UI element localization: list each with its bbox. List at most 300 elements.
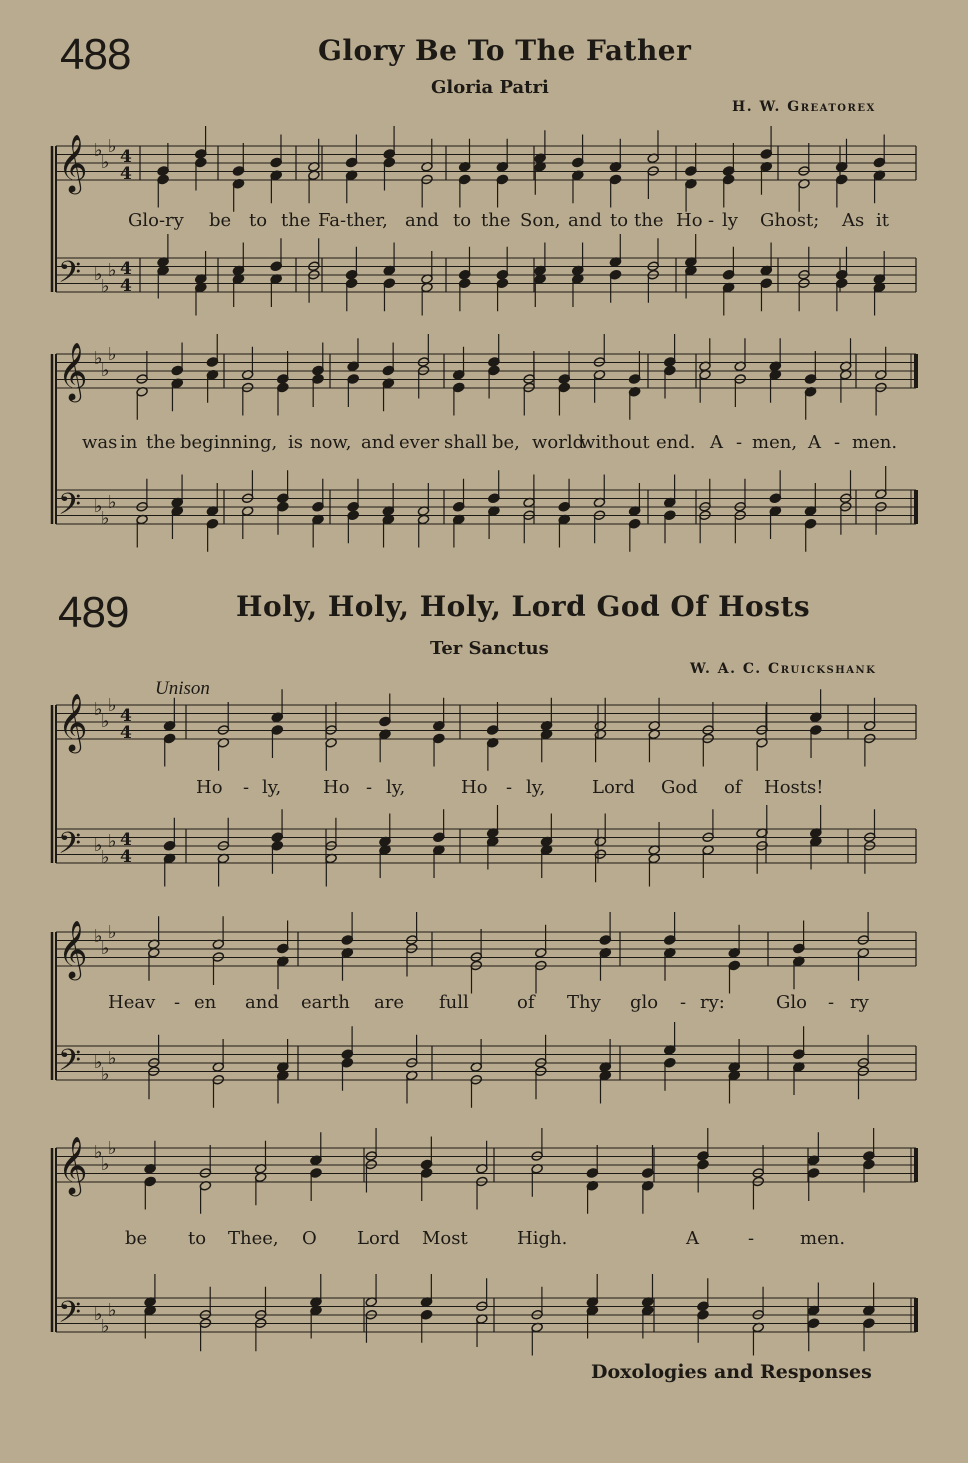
flat-sign: ♭ [94, 1304, 103, 1325]
note [312, 479, 324, 512]
lyric-syllable: and [245, 992, 279, 1013]
note [647, 166, 659, 199]
note [685, 234, 697, 267]
lyric-syllable: of [724, 777, 742, 798]
lyric-syllable: High. [517, 1228, 568, 1249]
note [382, 483, 394, 516]
note [379, 729, 391, 762]
note [420, 1137, 432, 1170]
note [728, 960, 740, 993]
lyric-syllable: ever [399, 432, 440, 453]
note [144, 1176, 156, 1209]
note [572, 135, 584, 168]
lyric-syllable: in [120, 432, 138, 453]
lyric-syllable: - [748, 1228, 755, 1249]
note [810, 805, 822, 838]
staff [56, 829, 916, 863]
note [212, 1074, 224, 1107]
note [648, 822, 660, 855]
note [840, 338, 852, 371]
note [697, 1309, 709, 1342]
note [157, 234, 169, 267]
note [558, 514, 570, 547]
note [664, 1057, 676, 1090]
note [599, 912, 611, 945]
staff [56, 1046, 916, 1080]
staff [56, 490, 916, 524]
note [572, 170, 584, 203]
note [206, 334, 218, 367]
lyric-syllable: A [808, 432, 821, 453]
lyric-syllable: was [82, 432, 118, 453]
note [382, 343, 394, 376]
time-signature: 4 [120, 147, 132, 167]
note [875, 501, 887, 534]
note [807, 1318, 819, 1351]
note [347, 510, 359, 543]
note [277, 382, 289, 415]
note [594, 698, 606, 731]
flat-sign: ♭ [108, 1300, 117, 1321]
note [277, 1070, 289, 1103]
note [421, 139, 433, 172]
note [558, 351, 570, 384]
lyric-syllable: - [174, 992, 181, 1013]
note [365, 1309, 377, 1342]
note [157, 174, 169, 207]
note [345, 278, 357, 311]
note [873, 251, 885, 284]
note [308, 139, 320, 172]
note [421, 282, 433, 315]
note [760, 243, 772, 276]
note [277, 501, 289, 534]
note [144, 1141, 156, 1174]
lyric-syllable: Ghost; [760, 210, 820, 231]
note [486, 737, 498, 770]
flat-sign: ♭ [108, 1138, 117, 1159]
note [195, 157, 207, 190]
note [769, 506, 781, 539]
note [760, 278, 772, 311]
note [347, 374, 359, 407]
flat-sign: ♭ [94, 835, 103, 856]
note [697, 1278, 709, 1311]
note [341, 912, 353, 945]
note [594, 814, 606, 847]
note [628, 351, 640, 384]
note [195, 126, 207, 159]
lyric-syllable: without [580, 432, 650, 453]
lyric-syllable: of [517, 992, 535, 1013]
note [863, 698, 875, 731]
lyric-syllable: Heav [108, 992, 156, 1013]
note [486, 836, 498, 869]
note [310, 1305, 322, 1338]
note [171, 506, 183, 539]
lyric-syllable: the [481, 210, 511, 231]
note [875, 466, 887, 499]
note [535, 1066, 547, 1099]
note [722, 143, 734, 176]
note [206, 369, 218, 402]
note [840, 369, 852, 402]
treble-clef: 𝄞 [58, 1136, 88, 1194]
note [488, 506, 500, 539]
note [769, 470, 781, 503]
note [195, 251, 207, 284]
note [760, 126, 772, 159]
lyric-syllable: Glo [776, 992, 807, 1013]
note [840, 501, 852, 534]
note [807, 1283, 819, 1316]
note [277, 1039, 289, 1072]
note [232, 274, 244, 307]
lyric-syllable: Lord [592, 777, 635, 798]
hymn-subtitle: Gloria Patri [431, 77, 549, 98]
note [523, 475, 535, 508]
lyric-syllable: it [876, 210, 889, 231]
lyric-syllable: beginning, [180, 432, 278, 453]
note [206, 518, 218, 551]
note [804, 483, 816, 516]
note [433, 809, 445, 842]
note [534, 161, 546, 194]
note [271, 840, 283, 873]
note [793, 921, 805, 954]
note [458, 139, 470, 172]
note [540, 814, 552, 847]
note [558, 479, 570, 512]
note [308, 269, 320, 302]
note [728, 1039, 740, 1072]
note [685, 265, 697, 298]
note [609, 174, 621, 207]
note [433, 698, 445, 731]
note [195, 282, 207, 315]
note [148, 1066, 160, 1099]
note [310, 1168, 322, 1201]
lyric-syllable: God [661, 777, 698, 798]
flat-sign: ♭ [108, 831, 117, 852]
time-signature: 4 [120, 723, 132, 743]
treble-clef: 𝄞 [58, 920, 88, 978]
lyric-syllable: Glo-ry [128, 210, 184, 231]
note [609, 234, 621, 267]
note [593, 475, 605, 508]
flat-sign: ♭ [101, 360, 110, 381]
note [496, 247, 508, 280]
lyric-syllable: and [405, 210, 439, 231]
note [341, 1026, 353, 1059]
note [486, 702, 498, 735]
composer-credit: W. A. C. Cruickshank [690, 661, 877, 677]
flat-sign: ♭ [101, 152, 110, 173]
note [171, 343, 183, 376]
note [271, 809, 283, 842]
note [144, 1305, 156, 1338]
note [476, 1176, 488, 1209]
note [807, 1132, 819, 1165]
note [347, 338, 359, 371]
note [420, 1309, 432, 1342]
treble-clef: 𝄞 [58, 134, 88, 192]
final-bar [914, 354, 918, 388]
note [486, 805, 498, 838]
note [148, 947, 160, 980]
note [270, 274, 282, 307]
note [345, 170, 357, 203]
lyric-syllable: - [828, 992, 835, 1013]
note [572, 274, 584, 307]
treble-clef: 𝄞 [58, 342, 88, 400]
note [863, 1128, 875, 1161]
note [325, 853, 337, 886]
note [699, 338, 711, 371]
lyric-line [0, 777, 968, 805]
note [628, 386, 640, 419]
bass-clef: 𝄢 [58, 827, 82, 868]
note [609, 139, 621, 172]
note [312, 343, 324, 376]
note [873, 135, 885, 168]
flat-sign: ♭ [108, 922, 117, 943]
note [664, 334, 676, 367]
note [382, 514, 394, 547]
note [365, 1159, 377, 1192]
note [558, 382, 570, 415]
note [722, 247, 734, 280]
note [163, 853, 175, 886]
flat-sign: ♭ [94, 496, 103, 517]
note [685, 143, 697, 176]
lyric-syllable: Lord [357, 1228, 400, 1249]
note [136, 514, 148, 547]
lyric-syllable: end. [656, 432, 696, 453]
hymn-number: 489 [58, 588, 129, 637]
note [453, 479, 465, 512]
note [594, 849, 606, 882]
staff [56, 354, 916, 388]
note [496, 278, 508, 311]
lyric-syllable: - [506, 777, 513, 798]
flat-sign: ♭ [108, 695, 117, 716]
note [241, 506, 253, 539]
lyric-syllable: and [361, 432, 395, 453]
note [835, 174, 847, 207]
note [453, 347, 465, 380]
flat-sign: ♭ [94, 926, 103, 947]
note [798, 178, 810, 211]
note [593, 510, 605, 543]
note [863, 1318, 875, 1351]
note [308, 170, 320, 203]
note [685, 178, 697, 211]
lyric-syllable: Ho [676, 210, 703, 231]
flat-sign: ♭ [108, 136, 117, 157]
note [379, 694, 391, 727]
time-signature: 4 [120, 164, 132, 184]
staff [56, 705, 916, 739]
note [421, 174, 433, 207]
flat-sign: ♭ [108, 260, 117, 281]
note [857, 947, 869, 980]
lyric-syllable: the [634, 210, 664, 231]
lyric-syllable: - [834, 432, 841, 453]
final-bar [914, 490, 918, 524]
flat-sign: ♭ [94, 348, 103, 369]
note [699, 510, 711, 543]
note [535, 925, 547, 958]
note [628, 483, 640, 516]
flat-sign: ♭ [101, 711, 110, 732]
lyric-line [0, 1228, 968, 1256]
lyric-syllable: en [194, 992, 217, 1013]
note [270, 238, 282, 271]
note [593, 369, 605, 402]
note [756, 805, 768, 838]
note [383, 157, 395, 190]
note [835, 278, 847, 311]
note [628, 518, 640, 551]
note [810, 689, 822, 722]
lyric-syllable: - [708, 210, 715, 231]
note [453, 514, 465, 547]
hymn-number: 488 [60, 30, 131, 79]
lyric-syllable: - [366, 777, 373, 798]
note [144, 1274, 156, 1307]
lyric-syllable: ly, [386, 777, 406, 798]
flat-sign: ♭ [94, 1052, 103, 1073]
final-bar [914, 1298, 918, 1332]
note [270, 170, 282, 203]
note [769, 338, 781, 371]
note [534, 130, 546, 163]
note [365, 1274, 377, 1307]
note [212, 1039, 224, 1072]
note [241, 382, 253, 415]
note [586, 1180, 598, 1213]
note [254, 1172, 266, 1205]
note [863, 1283, 875, 1316]
note [641, 1274, 653, 1307]
note [379, 845, 391, 878]
lyric-syllable: A [686, 1228, 699, 1249]
note [199, 1318, 211, 1351]
note [406, 943, 418, 976]
composer-credit: H. W. Greatorex [732, 99, 876, 115]
note [664, 912, 676, 945]
note [470, 1074, 482, 1107]
note [756, 737, 768, 770]
note [382, 378, 394, 411]
note [453, 382, 465, 415]
note [752, 1322, 764, 1355]
note [664, 475, 676, 508]
lyric-syllable: Most [422, 1228, 468, 1249]
note [417, 514, 429, 547]
lyric-syllable: to [610, 210, 629, 231]
bass-clef: 𝄢 [58, 1044, 82, 1085]
note [470, 960, 482, 993]
note [722, 282, 734, 315]
note [835, 247, 847, 280]
note [406, 1070, 418, 1103]
note [875, 347, 887, 380]
note [496, 139, 508, 172]
note [699, 369, 711, 402]
lyric-syllable: full [439, 992, 469, 1013]
note [433, 733, 445, 766]
note [769, 369, 781, 402]
lyric-syllable: the [281, 210, 311, 231]
note [647, 269, 659, 302]
note [586, 1274, 598, 1307]
performance-marking: Unison [155, 678, 210, 699]
lyric-syllable: O [302, 1228, 317, 1249]
note [310, 1132, 322, 1165]
lyric-syllable: shall [444, 432, 488, 453]
note [722, 174, 734, 207]
note [586, 1145, 598, 1178]
flat-sign: ♭ [94, 699, 103, 720]
note [476, 1314, 488, 1347]
note [641, 1145, 653, 1178]
note [641, 1305, 653, 1338]
lyric-syllable: men. [800, 1228, 846, 1249]
note [697, 1128, 709, 1161]
note [793, 1062, 805, 1095]
note [488, 365, 500, 398]
note [586, 1305, 598, 1338]
lyric-syllable: be [125, 1228, 148, 1249]
lyric-syllable: are [374, 992, 404, 1013]
note [379, 814, 391, 847]
note [873, 170, 885, 203]
note [793, 1026, 805, 1059]
note [157, 265, 169, 298]
lyric-syllable: - [736, 432, 743, 453]
lyric-syllable: Hosts! [764, 777, 824, 798]
lyric-syllable: be, [492, 432, 520, 453]
note [793, 956, 805, 989]
note [383, 126, 395, 159]
note [232, 243, 244, 276]
note [734, 510, 746, 543]
lyric-syllable: to [188, 1228, 207, 1249]
lyric-syllable: glo [630, 992, 659, 1013]
note [341, 947, 353, 980]
note [648, 698, 660, 731]
flat-sign: ♭ [94, 264, 103, 285]
note [594, 729, 606, 762]
treble-clef: 𝄞 [58, 693, 88, 751]
note [271, 725, 283, 758]
note [810, 725, 822, 758]
note [212, 952, 224, 985]
time-signature: 4 [120, 847, 132, 867]
note [647, 130, 659, 163]
lyric-syllable: men, [752, 432, 798, 453]
lyric-syllable: Thee, [228, 1228, 279, 1249]
lyric-syllable: and [568, 210, 602, 231]
note [163, 818, 175, 851]
note [863, 840, 875, 873]
flat-sign: ♭ [101, 1064, 110, 1085]
note [206, 483, 218, 516]
flat-sign: ♭ [108, 492, 117, 513]
note [277, 470, 289, 503]
